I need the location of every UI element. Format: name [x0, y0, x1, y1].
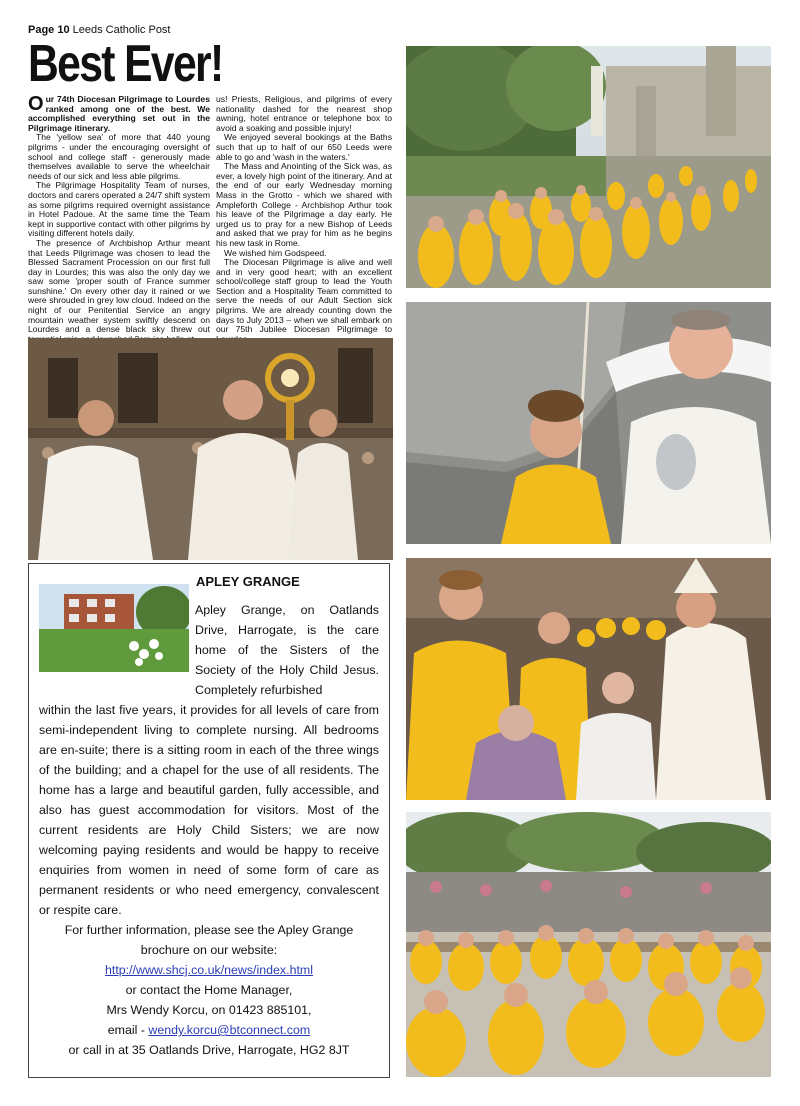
article-lead: Our 74th Diocesan Pilgrimage to Lourdes ranked among one of the best. We accomplished everything set out in the Pilgrimage itinerary.: [28, 93, 210, 133]
advert-body-text: within the last five years, it provides for all levels of care from semi-independent living to complete nursing. All bedrooms are en-suite; there is a sitting room in each of the three wings of the building; and a chapel for the use of all residents. The home has a large and beautiful garden, fully accessible, and also has guest accommodation for visitors. Most of the current residents are Holy Child Sisters; we are now welcoming paying residents and would be happy to receive enquiries from women in need of some form of care as permanent residents or who need emergency, convalescent or respite care.: [39, 703, 379, 917]
paragraph: The presence of Archbishop Arthur meant that Leeds Pilgrimage was chosen to lead the Blessed Sacrament Procession on our first full day in Lourdes; this was also the only day we saw some 'proper south of France summer sunshine.' On every other day it rained or we were shrouded in grey low cloud. Indeed on the night of our Penitential Service an angry mountain weather system swiftly descend on Lourdes and a dense black sky threw out: [28, 237, 210, 335]
paragraph: The Pilgrimage Hospitality Team of nurses, doctors and carers operated a 24/7 shift system as some pilgrims required overnight assistance in Hotel Padoue. At the same time the Team kept in supportive contact with other pilgrims by visiting different hotels daily.: [28, 180, 210, 239]
advert-body: [39, 600, 379, 920]
paragraph: us! Priests, Religious, and pilgrims of every nationality dashed for the nearest shop awning, hotel entrance or telephone box to avoid a soaking and possible injury!: [216, 94, 392, 133]
article-column-2: [216, 95, 392, 344]
apley-grange-advert: [28, 563, 390, 1078]
advert-body-intro: Apley Grange, on Oatlands Drive, Harrogate, is the care home of the Sisters of the Society of the Holy Child Jesus. Completely refurbished: [195, 603, 379, 697]
advert-contact: [29, 920, 389, 1060]
contact-intro: For further information, please see the Apley Grange brochure on our website:: [64, 923, 354, 957]
contact-phone: Mrs Wendy Korcu, on 01423 885101,: [106, 1003, 312, 1017]
email-link[interactable]: wendy.korcu@btconnect.com: [148, 1023, 311, 1037]
advert-title: APLEY GRANGE: [196, 574, 300, 589]
photo-grotto-sprinkling: [406, 302, 771, 544]
photo-clergy-monstrance: [28, 338, 393, 560]
paragraph: The Mass and Anointing of the Sick was, as ever, a lovely high point of the itinerary. And at the end of our early Wednesday morning Mass in the Grotto - which we shared with Ampleforth College - Archbishop Arthur took his leave of the Pilgrimage a day early. He urged us to pray for a new Bishop of Leeds and asked that we pray for him as he begins his new task in Rome.: [216, 161, 392, 248]
drop-cap: O: [28, 93, 44, 115]
article-column-1: [28, 95, 210, 344]
photo-youth-crowd: [406, 812, 771, 1077]
headline: Best Ever!: [28, 35, 223, 93]
paragraph: We wished him Godspeed.: [224, 247, 327, 258]
publication-name: Leeds Catholic Post: [72, 24, 171, 36]
contact-manager: or contact the Home Manager,: [125, 983, 293, 997]
contact-address: or call in at 35 Oatlands Drive, Harrogate, HG2 8JT: [68, 1043, 350, 1057]
website-link[interactable]: http://www.shcj.co.uk/news/index.html: [105, 963, 313, 977]
paragraph: The 'yellow sea' of more that 440 young pilgrims - under the encouraging oversight of school and college staff - generously made themselves available to serve the wheelchair needs of our sick and less able pilgrims.: [28, 132, 210, 181]
page-number: Page 10: [28, 24, 70, 36]
email-label: email -: [107, 1023, 149, 1037]
paragraph: The Diocesan Pilgrimage is alive and well and in very good heart; with an excellent school/college staff group to lead the Youth Section and a Hospitality Team committed to serve the needs of our Adult Section sick pilgrims. We are already counting down the days to July 2013 – when we shall embark on our 75th Jubilee Diocesan Pilgrimage to: [216, 257, 392, 335]
paragraph: We enjoyed several bookings at the Baths such that up to half of our 650 Leeds were able to go and 'wash in the waters.': [216, 132, 392, 162]
photo-youth-procession: [406, 46, 771, 288]
photo-anointing: [406, 558, 771, 800]
